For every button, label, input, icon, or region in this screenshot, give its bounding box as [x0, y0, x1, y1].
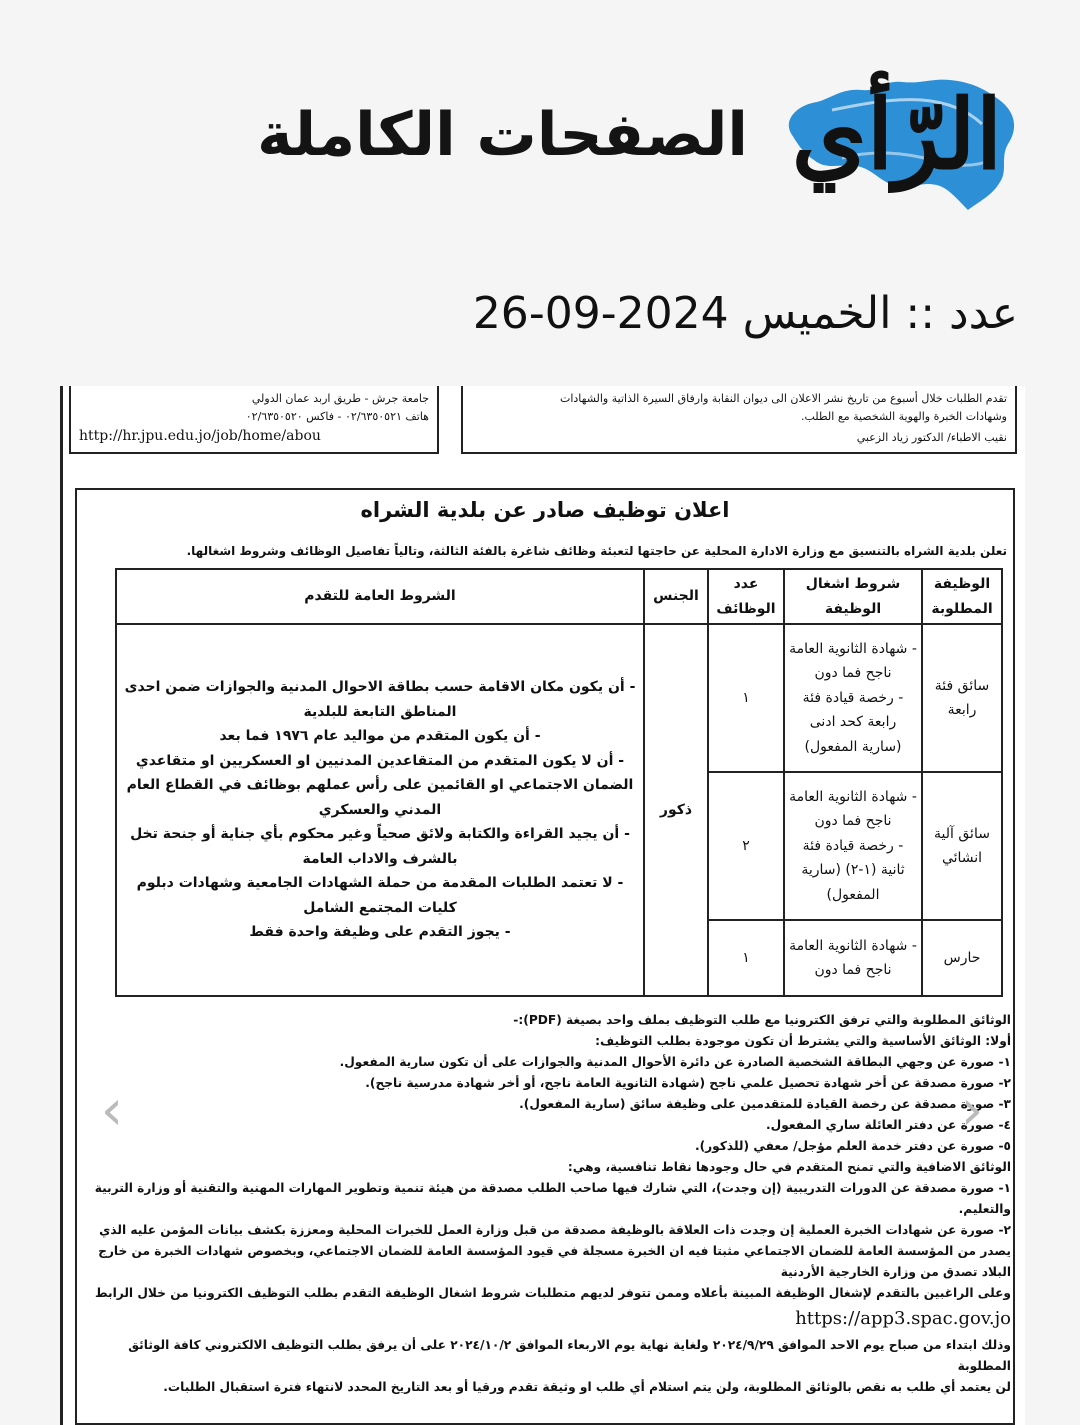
- job-count: ١: [708, 624, 784, 772]
- site-header: [0, 0, 1080, 339]
- application-url: https://app3.spac.gov.jo: [795, 1307, 1011, 1329]
- top-ad-left: [69, 386, 439, 454]
- header-count: عدد الوظائف: [708, 569, 784, 624]
- prev-page-arrow-icon[interactable]: ‹: [100, 1078, 124, 1143]
- table-header-row: [116, 569, 1002, 624]
- header-gender: الجنس: [644, 569, 708, 624]
- general-condition-item: - لا تعتمد الطلبات المقدمة من حملة الشهادات الجامعية وشهادات دبلوم كليات المجتمع الشامل: [136, 875, 624, 916]
- header-general: الشروط العامة للتقدم: [116, 569, 644, 624]
- general-condition-item: - أن يكون مكان الاقامة حسب بطاقة الاحوال المدنية والجوازات ضمن احدى المناطق التابعة للبلدية: [124, 679, 636, 720]
- job-count: ٢: [708, 772, 784, 920]
- doc-line: ٤- صورة عن دفتر العائلة ساري المفعول.: [765, 1117, 1011, 1132]
- alrai-logo[interactable]: [772, 40, 1022, 215]
- doc-line: ٢- صورة مصدقة عن أخر شهادة تحصيل علمي ناجح (شهادة الثانوية العامة ناجح، أو أخر شهادة مدرسية ناجح).: [365, 1075, 1011, 1090]
- doc-line: ١- صورة مصدقة عن الدورات التدريبية (إن وجدت)، التي شارك فيها صاحب الطلب مصدقة من هيئة تنمية وتطوير المهارات المهنية والتقنية أو وزارة التربية والتعليم.: [94, 1180, 1011, 1216]
- header-job: الوظيفة المطلوبة: [922, 569, 1002, 624]
- issue-date: 2024-09-26: [472, 288, 729, 339]
- required-documents: [83, 1010, 1011, 1398]
- top-ad-right-signature: نقيب الاطباء/ الدكتور زياد الزعبي: [856, 431, 1007, 445]
- job-notice: [75, 488, 1015, 1425]
- general-conditions: [116, 624, 644, 996]
- top-ad-left-line1: جامعة جرش - طريق اربد عمان الدولي: [251, 392, 429, 405]
- general-condition-item: - أن لا يكون المتقدم من المتقاعدين المدنيين او العسكريين او متقاعدي الضمان الاجتماعي او القائمين على رأس عملهم بوظائف في القطاع العام المدني والعسكري: [126, 752, 634, 818]
- condition-item: - شهادة الثانوية العامة ناجح فما دون: [789, 937, 917, 978]
- header-conditions: شروط اشغال الوظيفة: [784, 569, 922, 624]
- doc-line: ٢- صورة عن شهادات الخبرة العملية إن وجدت ذات العلاقة بالوظيفة مصدقة من قبل وزارة العمل للخبرات المحلية ومعززة بكشف بيانات المؤمن عليه الذي يصدر من المؤسسة العامة للضمان الاجتماعي مثبتا فيه ان الخبرة مسجلة في قيود المؤسسة العامة للضمان الاجتماعي، وبخصوص شهادات الخبرة من خارج البلاد تصدق من وزارة الخارجية الأردنية: [98, 1222, 1011, 1279]
- page-content: [69, 386, 1022, 1425]
- logo-text: الرّأي: [791, 78, 1003, 191]
- doc-line: ٥- صورة عن دفتر خدمة العلم مؤجل/ معفي (للذكور).: [694, 1138, 1011, 1153]
- condition-item: - شهادة الثانوية العامة ناجح فما دون: [789, 640, 917, 682]
- doc-line: أولا: الوثائق الأساسية والتي يشترط أن تكون موجودة بطلب التوظيف:: [595, 1033, 1011, 1048]
- top-ad-right-line1: تقدم الطلبات خلال أسبوع من تاريخ نشر الاعلان الى ديوان النقابة وارفاق السيرة الذاتية والشهادات: [559, 392, 1007, 405]
- top-ad-left-url: http://hr.jpu.edu.jo/job/home/abou: [79, 428, 321, 445]
- next-page-arrow-icon[interactable]: ›: [960, 1078, 984, 1143]
- job-count: ١: [708, 920, 784, 996]
- doc-line: الوثائق الاضافية والتي تمنح المتقدم في حال وجودها نقاط تنافسية، وهي:: [567, 1159, 1011, 1174]
- closing-line: وذلك ابتداء من صباح يوم الاحد الموافق ٢٠٢٤/٩/٢٩ ولغاية نهاية يوم الاربعاء الموافق ٢٠٢٤/١٠/٢ على أن يرفق بطلب التوظيف الالكتروني كافة الوثائق المطلوبة: [128, 1337, 1011, 1373]
- job-conditions: [784, 920, 922, 996]
- notice-intro: تعلن بلدية الشراه بالتنسيق مع وزارة الادارة المحلية عن حاجتها لتعبئة وظائف شاغرة بالفئة الثالثة، وتالياً تفاصيل الوظائف وشروط اشغالها.: [186, 544, 1007, 558]
- top-ad-right-line2: وشهادات الخبرة والهوية الشخصية مع الطلب.: [800, 409, 1007, 423]
- general-condition-item: - يجوز التقدم على وظيفة واحدة فقط: [249, 924, 511, 941]
- table-row: [116, 624, 1002, 772]
- notice-title: اعلان توظيف صادر عن بلدية الشراه: [360, 498, 730, 522]
- top-ad-right: [461, 386, 1017, 454]
- job-conditions: [784, 772, 922, 920]
- job-conditions: [784, 624, 922, 772]
- job-name: حارس: [922, 920, 1002, 996]
- condition-item: - رخصة قيادة فئة رابعة كحد ادنى (سارية المفعول): [802, 689, 904, 755]
- newspaper-page-image: [60, 386, 1025, 1425]
- site-title: الصفحات الكاملة: [257, 100, 748, 170]
- gender-cell: ذكور: [644, 624, 708, 996]
- jobs-table: [115, 568, 1003, 997]
- doc-line: ٣- صورة مصدقة عن رخصة القيادة للمتقدمين على وظيفة سائق (سارية المفعول).: [519, 1096, 1011, 1111]
- condition-item: - رخصة قيادة فئة ثانية (١-٢) (سارية المفعول): [801, 837, 905, 903]
- doc-line: الوثائق المطلوبة والتي ترفق الكترونيا مع طلب التوظيف بملف واحد بصيغة (PDF):-: [513, 1013, 1011, 1027]
- issue-prefix: عدد :: الخميس: [742, 288, 1018, 339]
- general-condition-item: - أن يجيد القراءة والكتابة ولائق صحياً وغير محكوم بأي جناية أو جنحة تخل بالشرف والاداب العامة: [130, 826, 630, 867]
- closing-line: لن يعتمد أي طلب به نقص بالوثائق المطلوبة، ولن يتم استلام أي طلب او وثيقة تقدم ورقيا أو بعد التاريخ المحدد لانتهاء فترة استقبال الطلبات.: [163, 1379, 1011, 1394]
- doc-line: ١- صورة عن وجهي البطاقة الشخصية الصادرة عن دائرة الأحوال المدنية والجوازات على أن تكون سارية المفعول.: [339, 1054, 1011, 1069]
- condition-item: - شهادة الثانوية العامة ناجح فما دون: [789, 788, 917, 830]
- job-name: سائق آلية انشائي: [922, 772, 1002, 920]
- doc-line: وعلى الراغبين بالتقدم لإشغال الوظيفة المبينة بأعلاه وممن تتوفر لديهم متطلبات شروط اشغال الوظيفة التقدم بطلب التوظيف الكترونيا من خلال الرابط: [94, 1285, 1011, 1300]
- issue-line: [473, 288, 1018, 339]
- general-condition-item: - أن يكون المتقدم من مواليد عام ١٩٧٦ فما بعد: [219, 728, 541, 745]
- job-name: سائق فئة رابعة: [922, 624, 1002, 772]
- top-ad-left-line2: هاتف ٠٢/٦٣٥٠٥٢١ - فاكس ٠٢/٦٣٥٠٥٢٠: [245, 409, 429, 423]
